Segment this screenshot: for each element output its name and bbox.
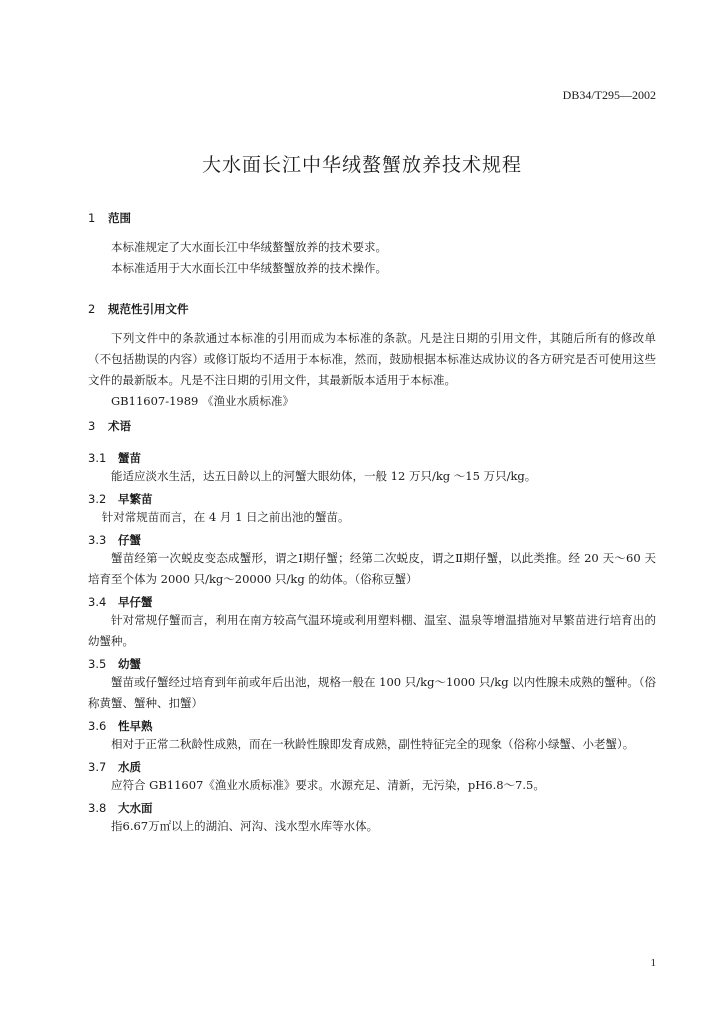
term-title: 大水面 <box>118 801 153 815</box>
section-1 <box>88 210 656 279</box>
term-title: 仔蟹 <box>118 533 141 547</box>
term-number: 3.7 <box>88 760 107 774</box>
document-title: 大水面长江中华绒螯蟹放养技术规程 <box>201 154 522 176</box>
paragraph: 本标准规定了大水面长江中华绒螯蟹放养的技术要求。 <box>111 240 387 254</box>
section-heading <box>88 418 656 434</box>
section-heading <box>88 210 656 226</box>
term-3-6 <box>88 718 656 755</box>
term-heading <box>88 800 656 816</box>
term-3-7 <box>88 759 656 796</box>
term-title: 早繁苗 <box>118 492 153 506</box>
section-number: 3 <box>88 419 96 433</box>
term-number: 3.6 <box>88 719 107 733</box>
term-definition: 蟹苗或仔蟹经过培育到年前或年后出池，规格一般在 100 只/kg～1000 只/kg 以内性腺未成熟的蟹种。（俗称黄蟹、蟹种、扣蟹） <box>88 675 656 710</box>
section-title: 术语 <box>108 419 131 433</box>
term-number: 3.8 <box>88 801 107 815</box>
section-2 <box>88 301 656 412</box>
term-definition: 相对于正常二秋龄性成熟，而在一秋龄性腺即发育成熟，副性特征完全的现象（俗称小绿蟹、小老蟹）。 <box>111 737 635 751</box>
paragraph: 下列文件中的条款通过本标准的引用而成为本标准的条款。凡是注日期的引用文件，其随后所有的修改单（不包括勘误的内容）或修订版均不适用于本标准，然而，鼓励根据本标准达成协议的各方研究是否可使用这些文件的最新版本。凡是不注日期的引用文件，其最新版本适用于本标准。 <box>88 331 656 387</box>
term-heading <box>88 656 656 672</box>
section-number: 1 <box>88 211 96 225</box>
term-number: 3.3 <box>88 533 107 547</box>
term-heading <box>88 594 656 610</box>
term-heading <box>88 532 656 548</box>
term-definition: 能适应淡水生活，达五日龄以上的河蟹大眼幼体，一般 12 万只/kg ～15 万只/kg。 <box>111 469 537 483</box>
term-3-5 <box>88 656 656 714</box>
term-definition: 针对常规苗而言，在 4 月 1 日之前出池的蟹苗。 <box>101 510 350 524</box>
term-title: 水质 <box>118 760 141 774</box>
term-definition: 应符合 GB11607《渔业水质标准》要求。水源充足、清新，无污染，pH6.8～7.5。 <box>111 778 545 792</box>
term-3-1 <box>88 450 656 487</box>
term-number: 3.2 <box>88 492 107 506</box>
term-heading <box>88 759 656 775</box>
standard-code: DB34/T295—2002 <box>562 88 656 102</box>
section-title: 规范性引用文件 <box>108 302 189 316</box>
page-number: 1 <box>650 957 656 969</box>
document-body <box>88 210 656 837</box>
term-number: 3.1 <box>88 451 107 465</box>
term-heading <box>88 450 656 466</box>
term-3-2 <box>88 491 656 528</box>
term-3-3 <box>88 532 656 590</box>
reference-item: GB11607-1989 《渔业水质标准》 <box>111 394 295 408</box>
term-3-8 <box>88 800 656 837</box>
term-definition: 蟹苗经第一次蜕皮变态成蟹形，谓之Ⅰ期仔蟹；经第二次蜕皮，谓之Ⅱ期仔蟹，以此类推。经 20 天～60 天培育至个体为 2000 只/kg～20000 只/kg 的幼体。（俗称豆蟹） <box>88 551 656 586</box>
term-definition: 指6.67万㎡以上的湖泊、河沟、浅水型水库等水体。 <box>111 819 379 833</box>
term-number: 3.5 <box>88 657 107 671</box>
term-title: 早仔蟹 <box>118 595 153 609</box>
term-title: 性早熟 <box>118 719 153 733</box>
term-title: 幼蟹 <box>118 657 141 671</box>
term-heading <box>88 491 656 507</box>
section-title: 范围 <box>108 211 131 225</box>
term-heading <box>88 718 656 734</box>
section-number: 2 <box>88 302 96 316</box>
term-number: 3.4 <box>88 595 107 609</box>
term-title: 蟹苗 <box>118 451 141 465</box>
section-3 <box>88 418 656 434</box>
paragraph: 本标准适用于大水面长江中华绒螯蟹放养的技术操作。 <box>111 261 387 275</box>
term-3-4 <box>88 594 656 652</box>
term-definition: 针对常规仔蟹而言，利用在南方较高气温环境或利用塑料棚、温室、温泉等增温措施对早繁苗进行培育出的幼蟹种。 <box>88 613 656 648</box>
section-heading <box>88 301 656 317</box>
